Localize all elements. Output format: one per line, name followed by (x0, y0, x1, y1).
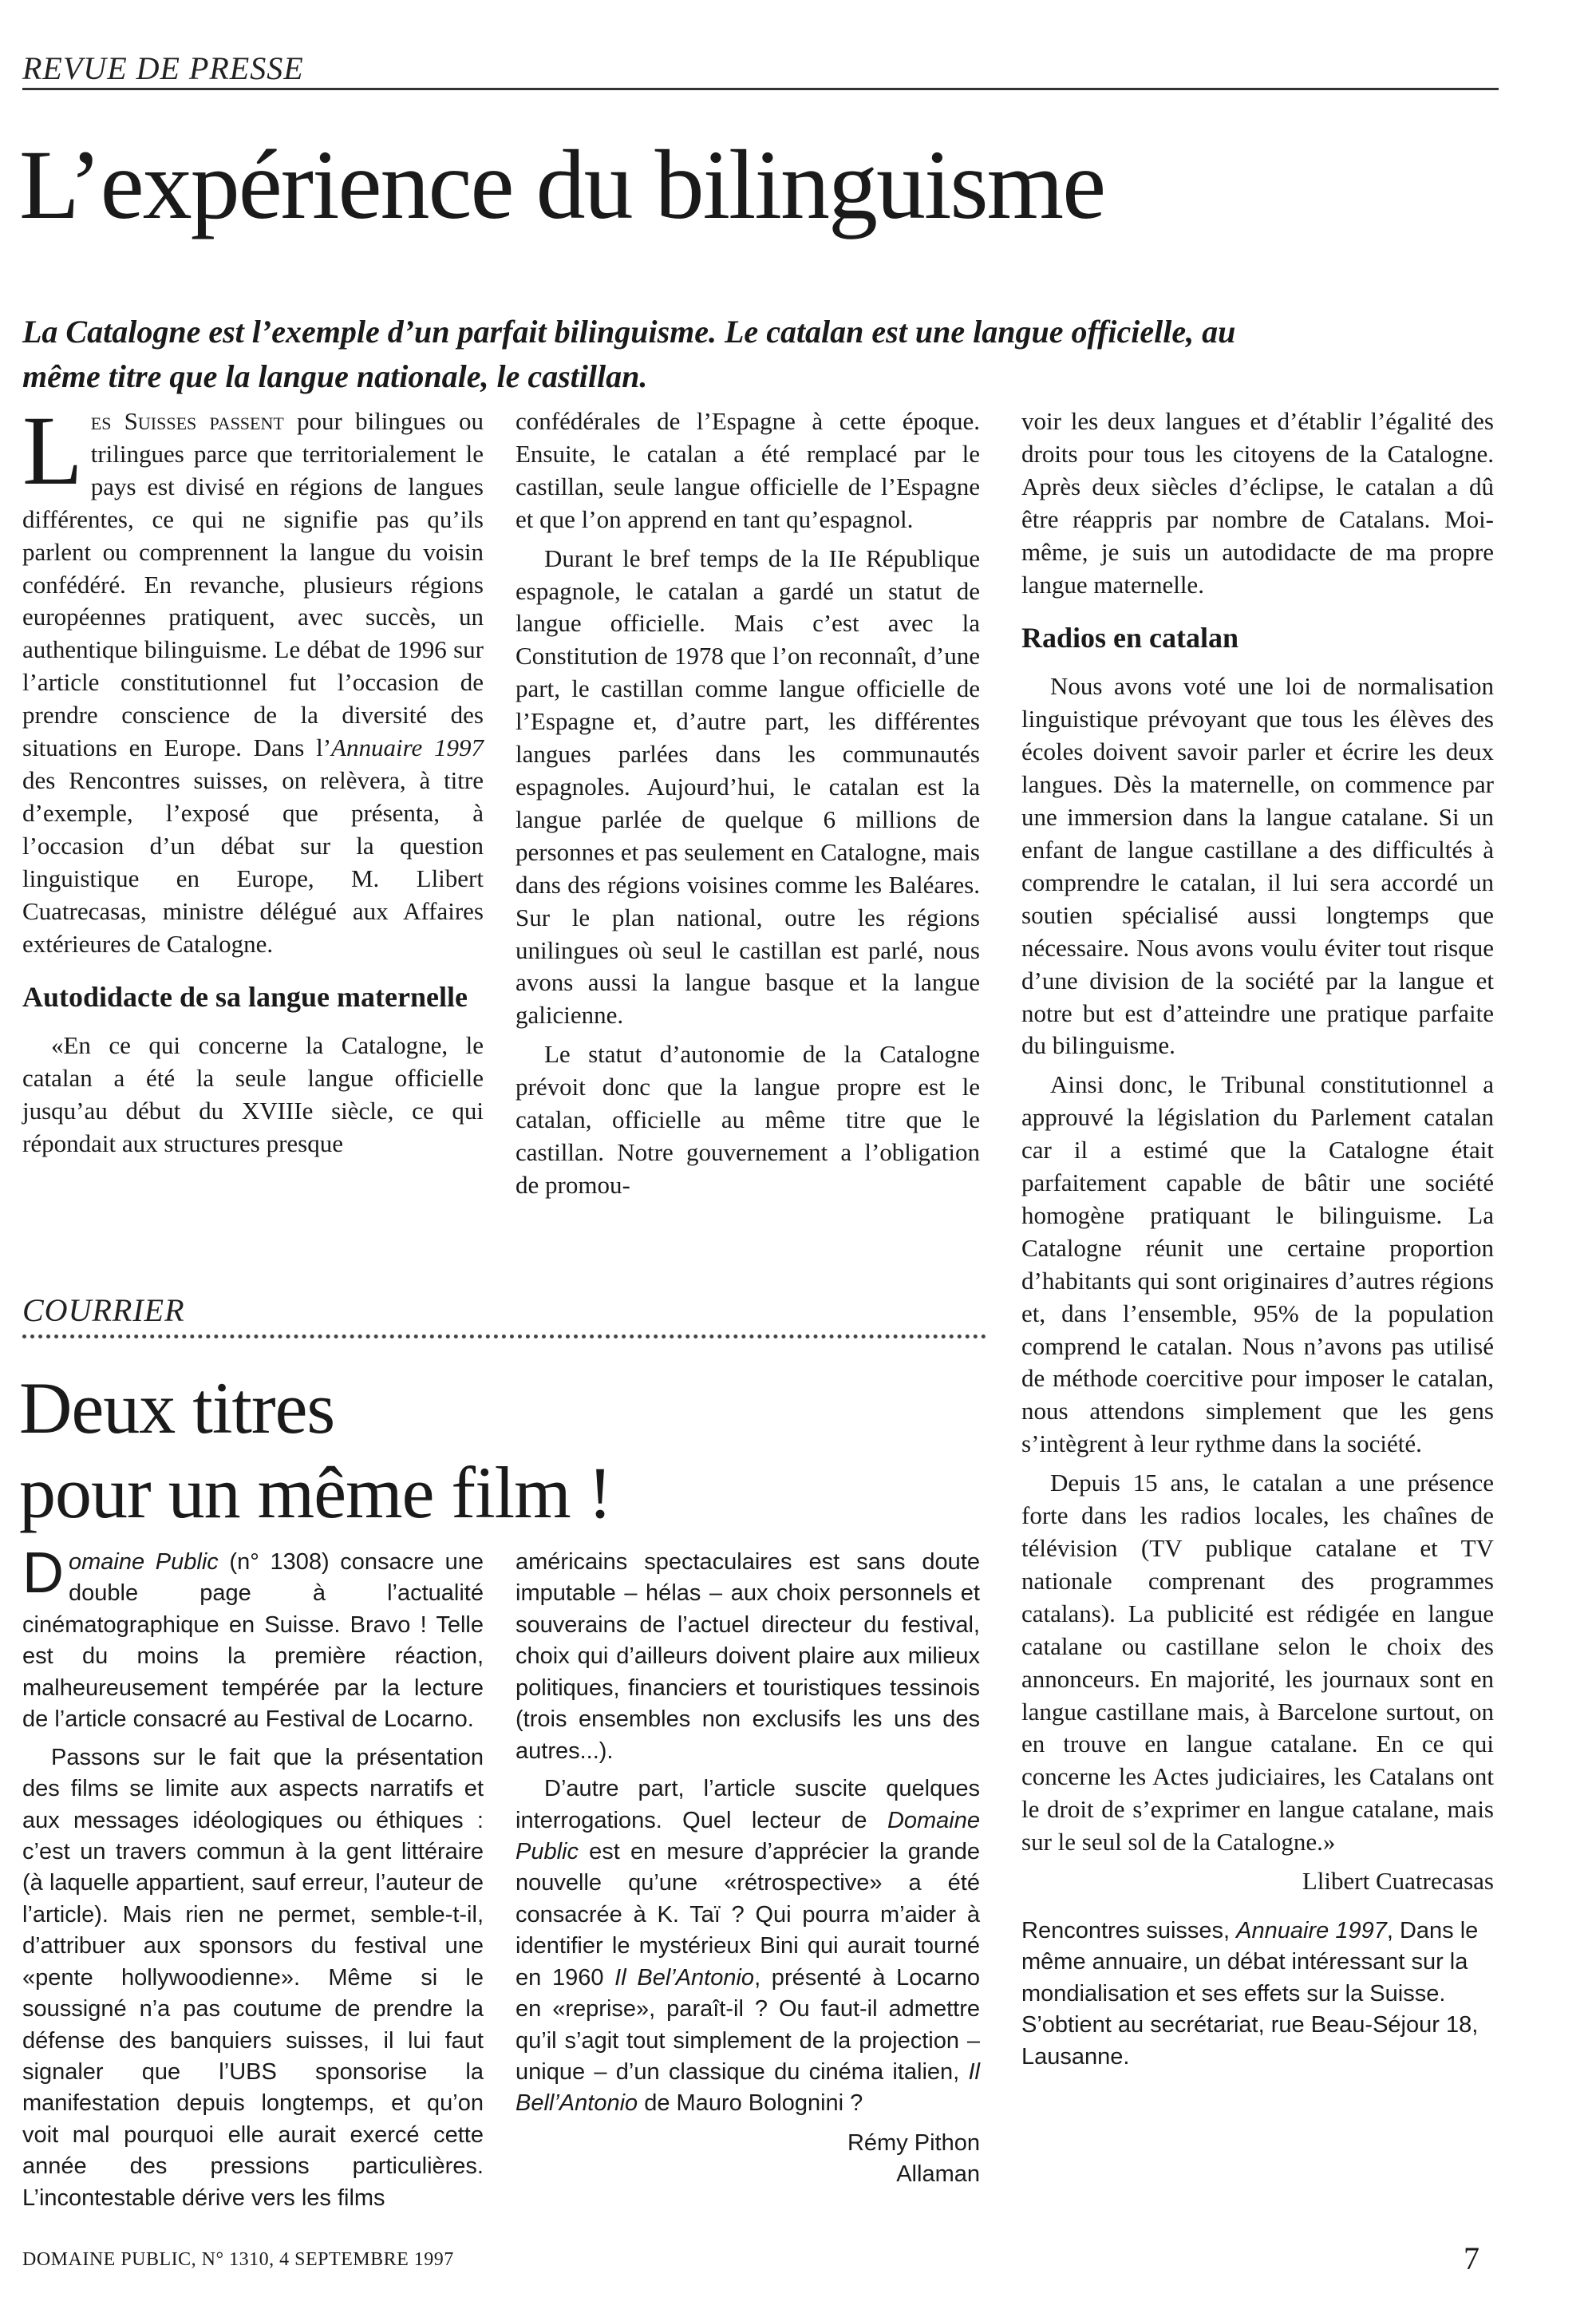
section-label-courrier: COURRIER (22, 1292, 185, 1328)
article-title: L’expérience du bilinguisme (19, 130, 1105, 239)
top-rule (22, 88, 1499, 90)
article1-column-3 (1021, 405, 1494, 2079)
page-number: 7 (1464, 2240, 1479, 2276)
source-reference: Rencontres suisses, Annuaire 1997, Dans le même annuaire, un débat intéressant sur la mondialisation et ses effets sur la Suisse. S’obtient au secrétariat, rue Beau-Séjour 18, Lausanne. (1021, 1917, 1479, 2070)
subheading-radios: Radios en catalan (1021, 622, 1239, 654)
letter-paragraph: D’autre part, l’article suscite quelques interrogations. Quel lecteur de Domaine Public est en mesure d’apprécier la grande nouvelle qu’une «rétrospective» a été consacrée à K. Taï ? Qui pourra m’aider à identifier le mystérieux Bini qui aurait tourné en 1960 Il Bel’Antonio, présenté à Locarno en «reprise», paraît-il ? Ou faut-il admettre qu’il s’agit tout simplement de la projection – unique – d’un classique du cinéma italien, Il Bell’Antonio de Mauro Bolognini ? (516, 1776, 980, 2117)
letter-column-2 (516, 1547, 980, 2197)
article-lead: La Catalogne est l’exemple d’un parfait bilinguisme. Le catalan est une langue officielle, au même titre que la langue nationale, le castillan. (22, 314, 1236, 394)
letter-paragraph: américains spectaculaires est sans doute imputable – hélas – aux choix personnels et souverains de l’actuel directeur du festival, choix qui d’ailleurs doivent plaire aux milieux politiques, financiers et touristiques tessinois (trois ensembles non exclusifs les uns des autres...). (516, 1549, 980, 1764)
drop-cap: L (22, 396, 83, 505)
article1-paragraph: Ainsi donc, le Tribunal constitutionnel a approuvé la législation du Parlement catalan car il a estimé que la Catalogne était parfaitement capable de bâtir une société homogène pratiquant le bilinguisme. La Catalogne réunit une certaine proportion d’habitants qui sont originaires d’autres régions et, dans l’ensemble, 95% de la population comprend le catalan. Nous n’avons pas utilisé de méthode coercitive pour imposer le catalan, nous attendons simplement que les gens s’intègrent à leur rythme dans la société. (1021, 1070, 1494, 1458)
article1-paragraph: Durant le bref temps de la IIe République espagnole, le catalan a gardé un statut de langue officielle. Mais c’est avec la Constitution de 1978 que l’on reconnaît, d’une part, le castillan comme langue officielle de l’Espagne et, d’autre part, les différentes langues parlées dans les communautés espagnoles. Aujourd’hui, le catalan est la langue parlée de quelque 6 millions de personnes et pas seulement en Catalogne, mais dans des régions voisines comme les Baléares. Sur le plan national, outre les régions unilingues où seul le castillan est parlé, nous avons aussi la langue basque et la langue galicienne. (516, 544, 980, 1030)
article1-paragraph-quote-start: «En ce qui concerne la Catalogne, le catalan a été la seule langue officielle jusqu’au début du XVIIIe siècle, ce qui répondait aux structures presque (22, 1031, 484, 1158)
article1-column-2 (516, 405, 980, 1208)
letter-title: Deux titres pour un même film ! (19, 1367, 612, 1533)
article1-paragraph-intro: Les Suisses passent pour bilingues ou trilingues parce que territorialement le pays est divisé en régions de langues différentes, ce qui ne signifie pas qu’ils parlent ou comprennent la langue du voisin confédéré. En revanche, plusieurs régions européennes pratiquent, avec succès, un authentique bilinguisme. Le débat de 1996 sur l’article constitutionnel fut l’occasion de prendre conscience de la diversité des situations en Europe. Dans l’Annuaire 1997 des Rencontres suisses, on relèvera, à titre d’exemple, l’exposé que présenta, à l’occasion d’un débat sur la question linguistique en Europe, M. Llibert Cuatrecasas, ministre délégué aux Affaires extérieures de Catalogne. (22, 396, 484, 958)
subheading-autodidacte: Autodidacte de sa langue maternelle (22, 981, 468, 1014)
article1-paragraph: Depuis 15 ans, le catalan a une présence forte dans les radios locales, les chaînes de télévision (TV publique catalane et TV nationale comprenant des programmes catalans). La publicité est rédigée en langue catalane ou castillane selon le choix des annonceurs. En majorité, les journaux sont en langue castillane mais, à Barcelone surtout, on en trouve en langue catalane. En ce qui concerne les Actes judiciaires, les Catalans ont le droit de s’exprimer en langue catalane, mais sur le seul sol de la Catalogne.» (1021, 1469, 1494, 1856)
author-signature: Llibert Cuatrecasas (1302, 1867, 1494, 1896)
letter-column-1 (22, 1541, 484, 2220)
article1-paragraph: voir les deux langues et d’établir l’égalité des droits pour tous les citoyens de la Catalogne. Après deux siècles d’éclipse, le catalan a dû être réappris par nombre de Catalans. Moi-même, je suis un autodidacte de ma propre langue maternelle. (1021, 407, 1494, 599)
dotted-rule (22, 1334, 986, 1338)
drop-cap: D (22, 1541, 64, 1605)
article1-paragraph: Le statut d’autonomie de la Catalogne prévoit donc que la langue propre est le catalan, officielle au même titre que le castillan. Notre gouvernement a l’obligation de promou- (516, 1040, 980, 1199)
section-label-revue: REVUE DE PRESSE (22, 50, 304, 86)
article1-column-1 (22, 396, 484, 1167)
letter-paragraph: Domaine Public (n° 1308) consacre une double page à l’actualité cinématographique en Suisse. Bravo ! Telle est du moins la première réaction, malheureusement tempérée par la lecture de l’article consacré au Festival de Locarno. (22, 1541, 484, 1733)
footer-publication-line: DOMAINE PUBLIC, N° 1310, 4 SEPTEMBRE 1997 (22, 2249, 454, 2270)
letter-author-name: Rémy Pithon (847, 2129, 980, 2156)
article1-paragraph: Nous avons voté une loi de normalisation linguistique prévoyant que tous les élèves des écoles doivent savoir parler et écrire les deux langues. Dès la maternelle, on commence par une immersion dans la langue catalane. Si un enfant de langue castillane a des difficultés à comprendre le catalan, il lui sera accordé un soutien spécialisé aussi longtemps que nécessaire. Nous avons voulu éviter tout risque d’une division de la société par la langue et notre but est d’atteindre une pratique parfaite du bilinguisme. (1021, 672, 1494, 1060)
letter-author-place: Allaman (896, 2161, 980, 2188)
letter-paragraph: Passons sur le fait que la présentation des films se limite aux aspects narratifs et aux messages idéologiques ou éthiques : c’est un travers commun à la gent littéraire (à laquelle appartient, sauf erreur, l’auteur de l’article). Mais rien ne permet, semble-t-il, d’attribuer aux sponsors du festival une «pente hollywoodienne». Même si le soussigné n’a pas coutume de prendre la défense des banquiers suisses, il lui faut signaler que l’UBS sponsorise la manifestation depuis longtemps, et qu’on voit mal pourquoi elle aurait exercé cette année des pressions particulières. L’incontestable dérive vers les films (22, 1744, 484, 2211)
article1-paragraph: confédérales de l’Espagne à cette époque. Ensuite, le catalan a été remplacé par le castillan, seule langue officielle de l’Espagne et que l’on apprend en tant qu’espagnol. (516, 407, 980, 533)
